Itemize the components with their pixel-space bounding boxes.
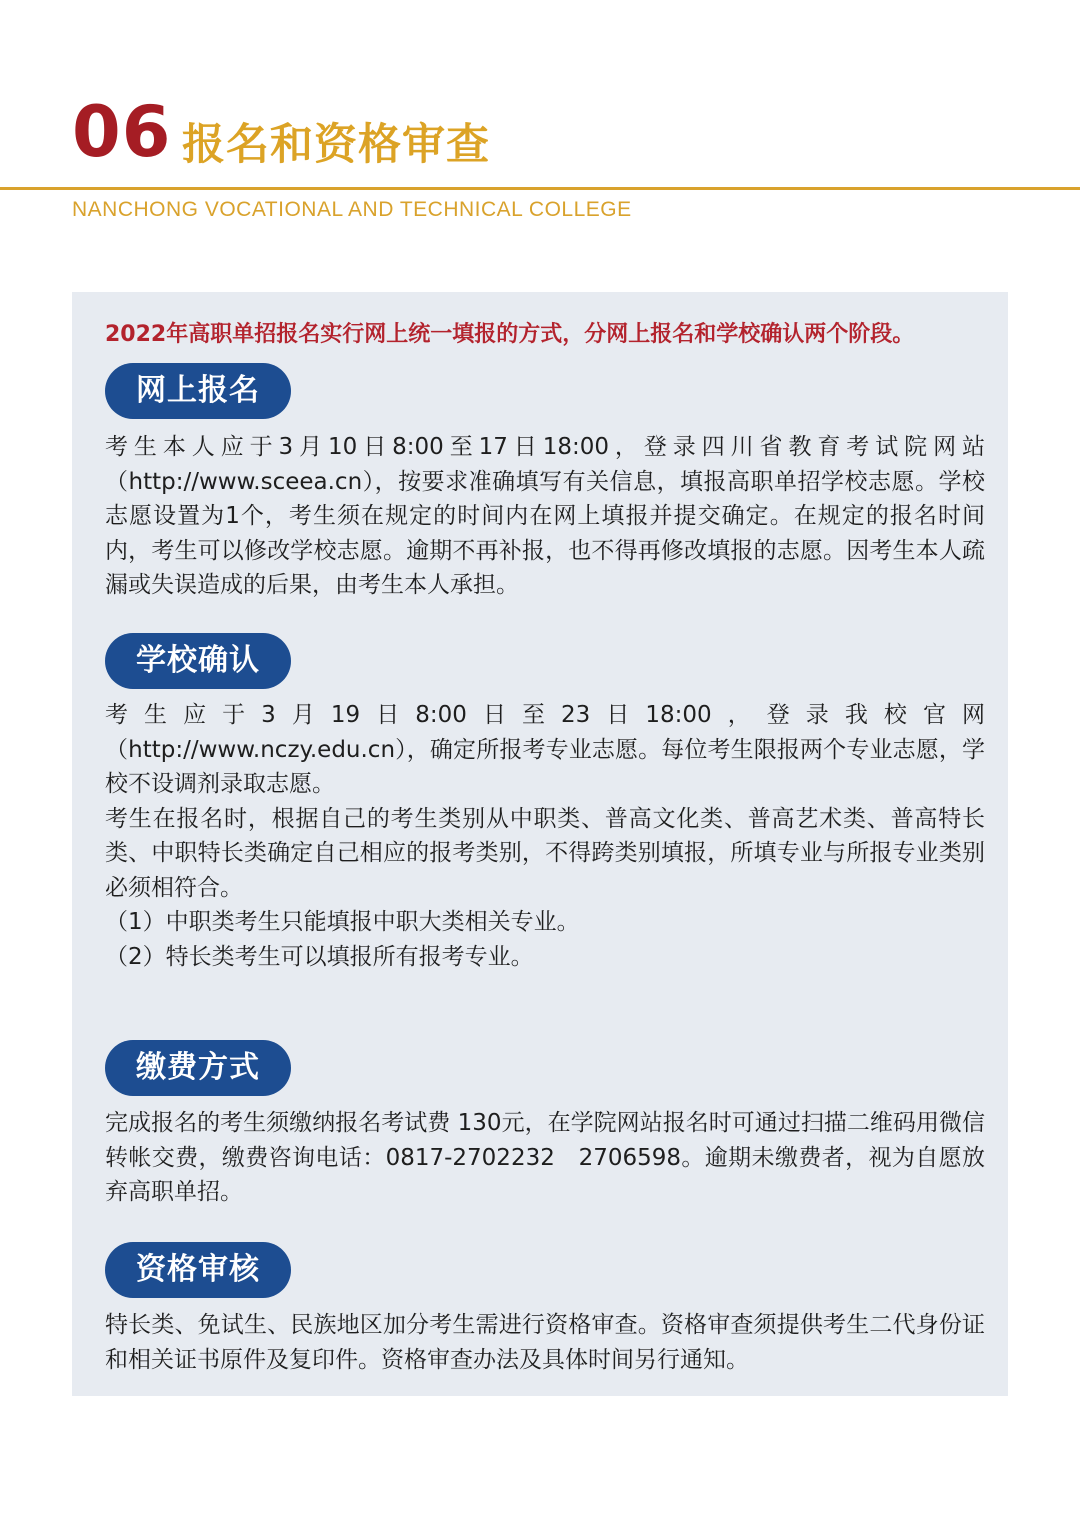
page-header — [0, 0, 1080, 240]
paragraph: 考生应于3月19日8:00日至23日18:00，登录我校官网（http://www.nczy.edu.cn），确定所报考专业志愿。每位考生限报两个专业志愿，学校不设调剂录取志愿。 — [105, 702, 985, 797]
college-english-name: NANCHONG VOCATIONAL AND TECHNICAL COLLEGE — [72, 198, 632, 221]
section-body-online-registration — [105, 430, 985, 603]
list-item: （2）特长类考生可以填报所有报考专业。 — [105, 943, 534, 970]
content-panel — [72, 292, 1008, 1396]
paragraph: 考生本人应于3月10日8:00至17日18:00，登录四川省教育考试院网站（http://www.sceea.cn），按要求准确填写有关信息，填报高职单招学校志愿。学校志愿设置为1个，考生须在规定的时间内在网上填报并提交确定。在规定的报名时间内，考生可以修改学校志愿。逾期不再补报，也不得再修改填报的志愿。因考生本人疏漏或失误造成的后果，由考生本人承担。 — [105, 434, 985, 598]
section-badge-qualification-review: 资格审核 — [105, 1242, 291, 1298]
section-badge-online-registration: 网上报名 — [105, 363, 291, 419]
section-title: 报名和资格审查 — [182, 120, 490, 170]
section-body-school-confirmation — [105, 698, 985, 974]
section-body-qualification-review — [105, 1308, 985, 1377]
section-body-payment — [105, 1106, 985, 1210]
list-item: （1）中职类考生只能填报中职大类相关专业。 — [105, 909, 580, 935]
paragraph: 特长类、免试生、民族地区加分考生需进行资格审查。资格审查须提供考生二代身份证和相关证书原件及复印件。资格审查办法及具体时间另行通知。 — [105, 1312, 985, 1373]
intro-text: 2022年高职单招报名实行网上统一填报的方式，分网上报名和学校确认两个阶段。 — [105, 322, 915, 347]
section-badge-school-confirmation: 学校确认 — [105, 633, 291, 689]
section-badge-payment: 缴费方式 — [105, 1040, 291, 1096]
paragraph: 完成报名的考生须缴纳报名考试费 130元，在学院网站报名时可通过扫描二维码用微信转帐交费，缴费咨询电话：0817-2702232 2706598。逾期未缴费者，视为自愿放弃高职单招。 — [105, 1110, 985, 1205]
paragraph: 考生在报名时，根据自己的考生类别从中职类、普高文化类、普高艺术类、普高特长类、中职特长类确定自己相应的报考类别，不得跨类别填报，所填专业与所报专业类别必须相符合。 — [105, 805, 985, 901]
section-number: 06 — [72, 91, 172, 173]
header-divider — [0, 187, 1080, 190]
